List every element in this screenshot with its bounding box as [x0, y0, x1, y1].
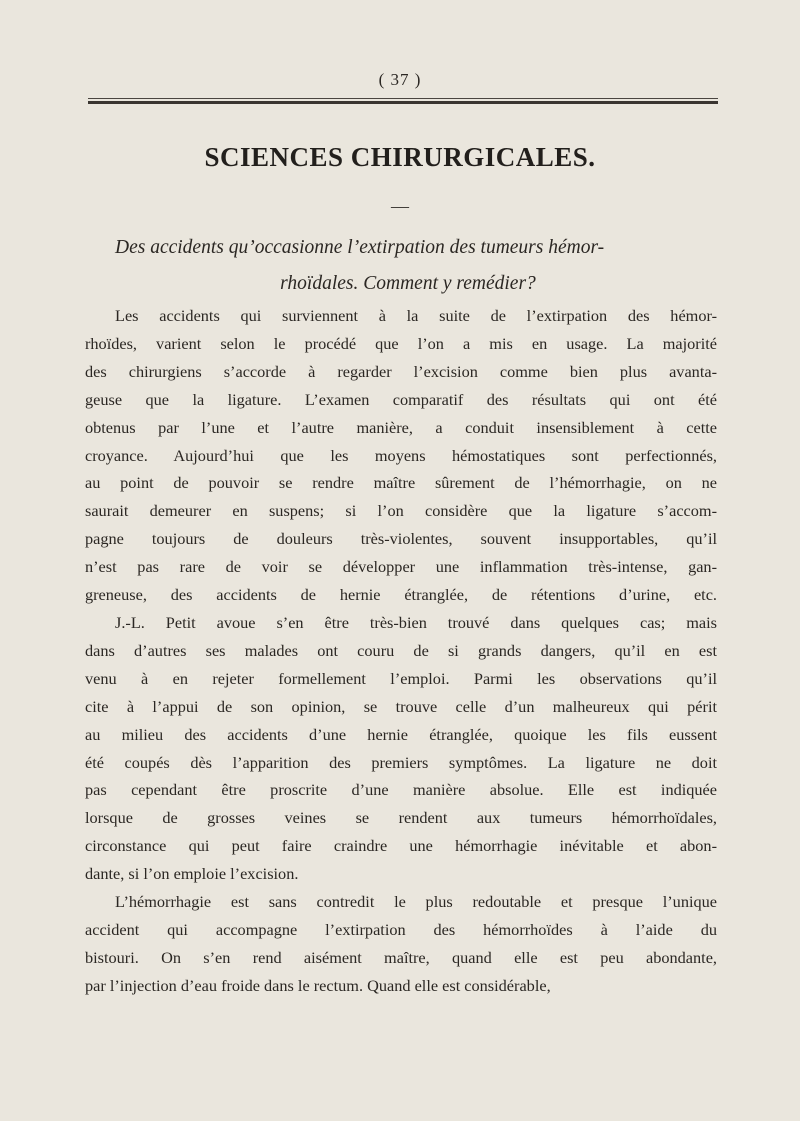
- body-line: saurait demeurer en suspens; si l’on considère que la ligature s’accom-: [85, 501, 717, 521]
- body-line: dante, si l’on emploie l’excision.: [85, 864, 299, 884]
- body-line: geuse que la ligature. L’examen comparatif des résultats qui ont été: [85, 389, 717, 409]
- body-line: J.-L. Petit avoue s’en être très-bien trouvé dans quelques cas; mais: [115, 612, 717, 632]
- page-number: ( 37 ): [378, 70, 422, 89]
- article-title-line-2: rhoïdales. Comment y remédier?: [280, 273, 536, 294]
- body-line: au point de pouvoir se rendre maître sûrement de l’hémorrhagie, on ne: [85, 473, 717, 493]
- body-line: venu à en rejeter formellement l’emploi. Parmi les observations qu’il: [85, 668, 717, 688]
- body-line: des chirurgiens s’accorde à regarder l’excision comme bien plus avanta-: [85, 361, 717, 381]
- body-text: [85, 302, 717, 1000]
- body-line: par l’injection d’eau froide dans le rectum. Quand elle est considérable,: [85, 975, 551, 995]
- body-line: au milieu des accidents d’une hernie étranglée, quoique les fils eussent: [85, 724, 717, 744]
- body-line: bistouri. On s’en rend aisément maître, quand elle est peu abondante,: [85, 947, 717, 967]
- body-line: été coupés dès l’apparition des premiers symptômes. La ligature ne doit: [85, 752, 717, 772]
- body-line: pas cependant être proscrite d’une manière absolue. Elle est indiquée: [85, 780, 717, 800]
- body-line: obtenus par l’une et l’autre manière, a conduit insensiblement à cette: [85, 417, 717, 437]
- body-line: dans d’autres ses malades ont couru de si grands dangers, qu’il en est: [85, 640, 717, 660]
- header-rule-thick: [88, 101, 718, 104]
- body-line: cite à l’appui de son opinion, se trouve celle d’un malheureux qui périt: [85, 696, 717, 716]
- body-line: n’est pas rare de voir se développer une inflammation très-intense, gan-: [85, 557, 717, 577]
- body-line: L’hémorrhagie est sans contredit le plus redoutable et presque l’unique: [115, 892, 717, 912]
- body-line: circonstance qui peut faire craindre une hémorrhagie inévitable et abon-: [85, 836, 717, 856]
- body-line: Les accidents qui surviennent à la suite de l’extirpation des hémor-: [115, 306, 717, 325]
- article-title-line-1: Des accidents qu’occasionne l’extirpation des tumeurs hémor-: [115, 237, 605, 258]
- body-line: rhoïdes, varient selon le procédé que l’on a mis en usage. La majorité: [85, 333, 717, 353]
- body-line: lorsque de grosses veines se rendent aux tumeurs hémorrhoïdales,: [85, 808, 717, 828]
- header-rule-thin: [88, 98, 718, 99]
- body-line: croyance. Aujourd’hui que les moyens hémostatiques sont perfectionnés,: [85, 445, 717, 465]
- article-title: [115, 230, 745, 302]
- body-line: greneuse, des accidents de hernie étranglée, de rétentions d’urine, etc.: [85, 585, 717, 605]
- body-line: pagne toujours de douleurs très-violentes, souvent insupportables, qu’il: [85, 529, 717, 549]
- body-line: accident qui accompagne l’extirpation des hémorrhoïdes à l’aide du: [85, 919, 717, 939]
- section-title: SCIENCES CHIRURGICALES.: [204, 142, 596, 172]
- title-separator: —: [391, 196, 409, 216]
